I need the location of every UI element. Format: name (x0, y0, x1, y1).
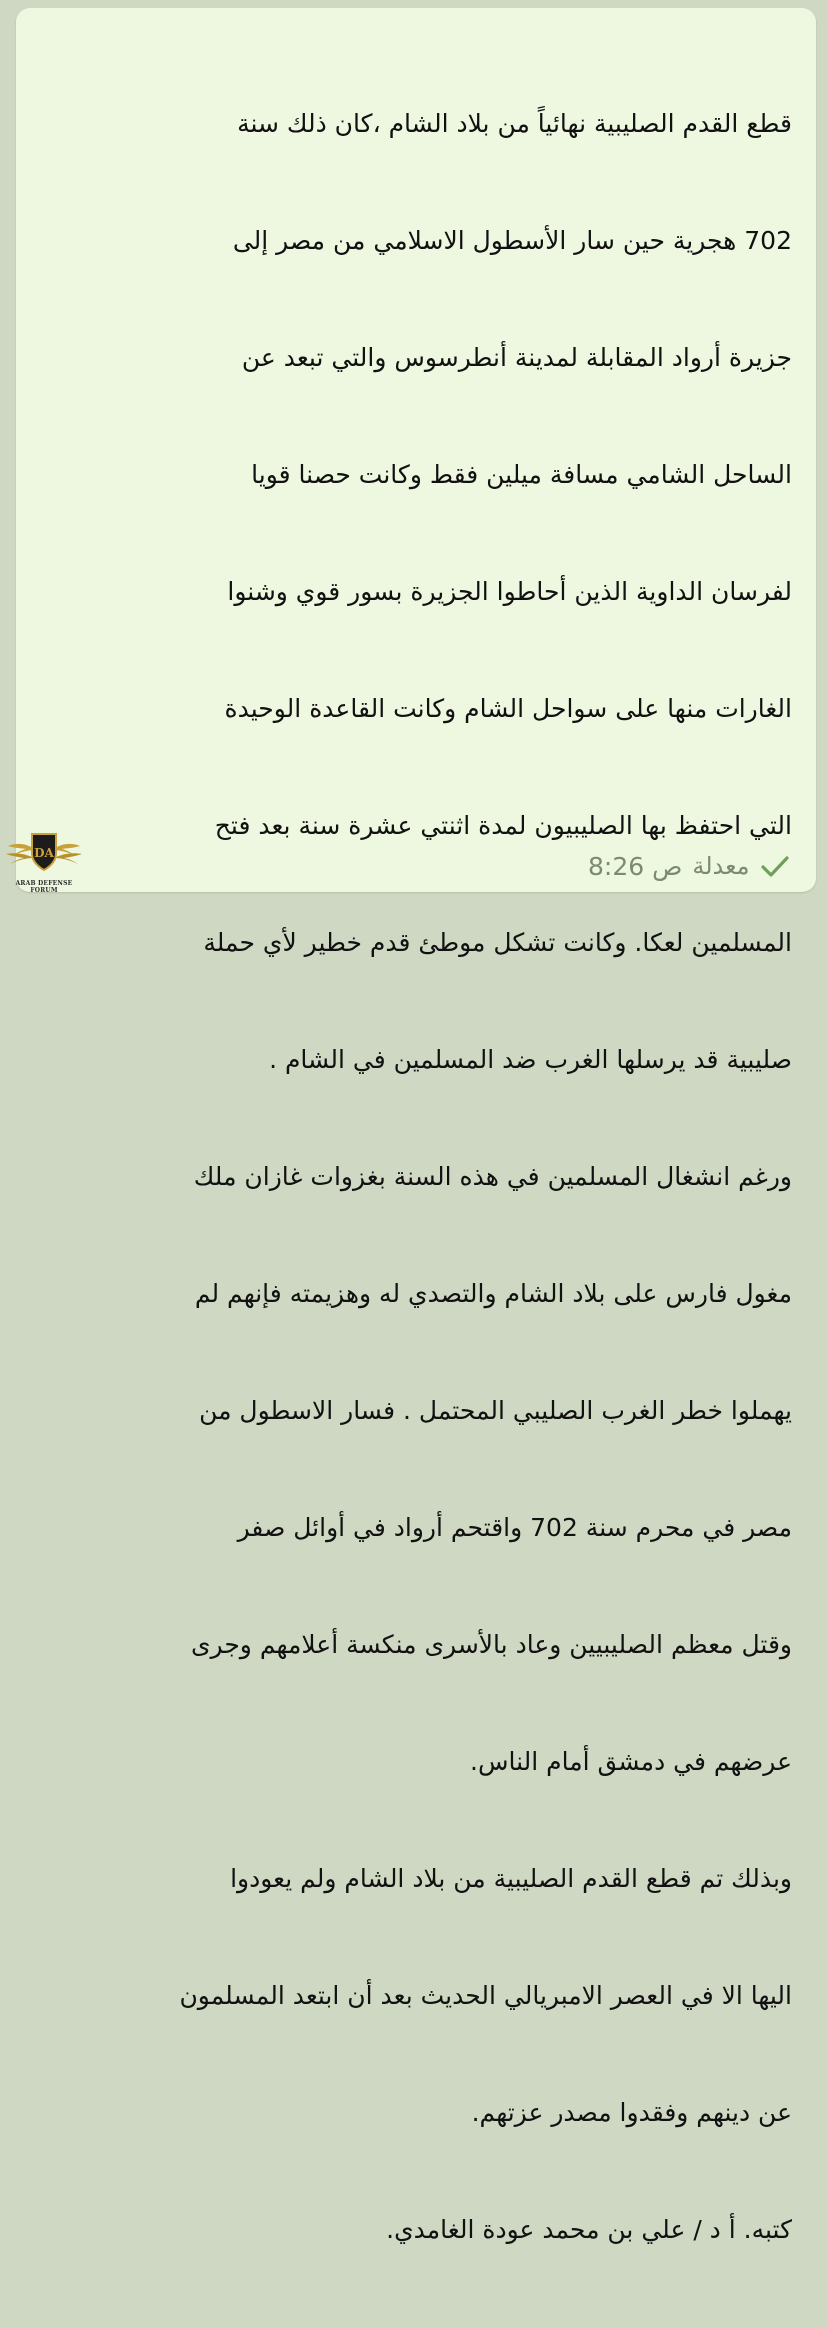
arab-defense-forum-logo (4, 820, 84, 894)
message-line: 702 هجرية حين سار الأسطول الاسلامي من مصر إلى (232, 226, 792, 255)
message-line: الساحل الشامي مسافة ميلين فقط وكانت حصنا قويا (251, 460, 792, 489)
logo-emblem (4, 820, 84, 882)
message-time: 8:26 ص (588, 851, 683, 881)
check-icon (760, 853, 790, 879)
message-meta (588, 846, 790, 886)
message-line: التي احتفظ بها الصليبيون لمدة اثنتي عشرة سنة بعد فتح (214, 811, 792, 840)
message-line: قطع القدم الصليبية نهائياً من بلاد الشام ،كان ذلك سنة (237, 109, 792, 138)
logo-text: ARAB DEFENSE FORUM (15, 880, 73, 894)
message-line: لفرسان الداوية الذين أحاطوا الجزيرة بسور قوي وشنوا (227, 577, 792, 606)
logo-letters: DA (34, 846, 54, 860)
message-line: ورغم انشغال المسلمين في هذه السنة بغزوات غازان ملك (193, 1162, 792, 1191)
edited-label: معدلة (692, 852, 750, 880)
message-line: وقتل معظم الصليبيين وعاد بالأسرى منكسة أعلامهم وجرى (190, 1630, 792, 1659)
message-line: عرضهم في دمشق أمام الناس. (470, 1747, 792, 1776)
message-bubble[interactable] (16, 8, 816, 2244)
message-line: عن دينهم وفقدوا مصدر عزتهم. (471, 2098, 792, 2127)
message-line: الغارات منها على سواحل الشام وكانت القاعدة الوحيدة (224, 694, 792, 723)
message-line: اليها الا في العصر الامبريالي الحديث بعد أن ابتعد المسلمون (179, 1981, 792, 2010)
message-line: المسلمين لعكا. وكانت تشكل موطئ قدم خطير لأي حملة (203, 928, 792, 957)
message-line: يهملوا خطر الغرب الصليبي المحتمل . فسار الاسطول من (199, 1396, 792, 1425)
message-text (40, 26, 792, 2327)
message-line: مصر في محرم سنة 702 واقتحم أرواد في أوائل صفر (237, 1513, 792, 1542)
message-line: صليبية قد يرسلها الغرب ضد المسلمين في الشام . (269, 1045, 792, 1074)
message-line: وبذلك تم قطع القدم الصليبية من بلاد الشام ولم يعودوا (230, 1864, 792, 1893)
message-line: كتبه. أ د / علي بن محمد عودة الغامدي. (386, 2215, 792, 2244)
message-line: مغول فارس على بلاد الشام والتصدي له وهزيمته فإنهم لم (194, 1279, 792, 1308)
message-line: جزيرة أرواد المقابلة لمدينة أنطرسوس والتي تبعد عن (241, 343, 792, 372)
